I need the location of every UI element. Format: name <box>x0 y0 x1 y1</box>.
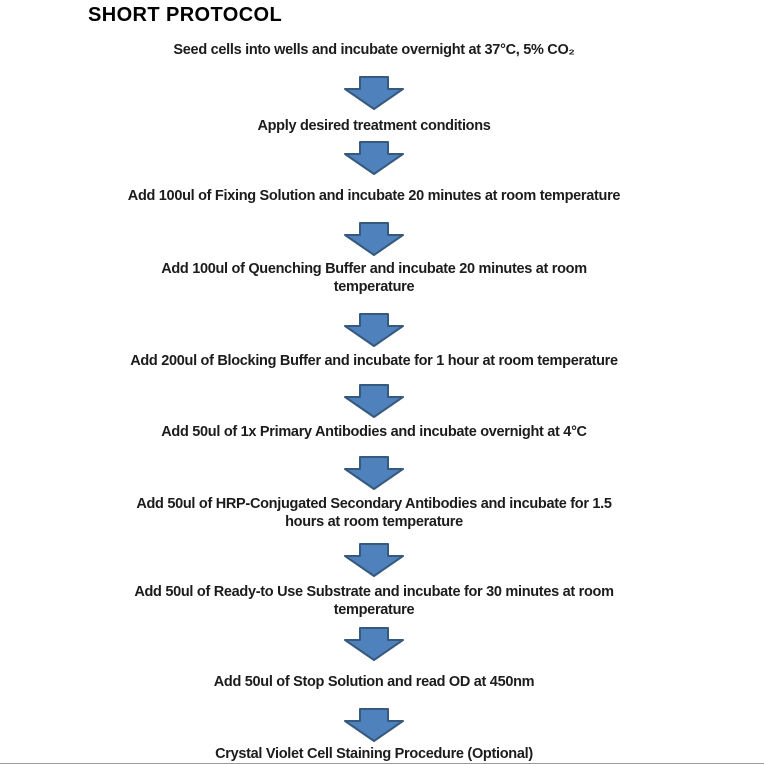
step-text: Add 50ul of HRP-Conjugated Secondary Antibodies and incubate for 1.5 <box>136 496 612 512</box>
down-arrow-icon <box>343 222 405 256</box>
step-text: Add 100ul of Quenching Buffer and incubate 20 minutes at room <box>161 261 587 277</box>
down-arrow-icon <box>343 76 405 110</box>
down-arrow-icon <box>343 313 405 347</box>
down-arrow-icon <box>343 141 405 175</box>
protocol-step-4 <box>161 260 587 296</box>
protocol-step-1 <box>173 41 574 59</box>
down-arrow-icon <box>343 384 405 418</box>
step-text: Add 50ul of Ready-to Use Substrate and incubate for 30 minutes at room <box>134 584 614 600</box>
down-arrow-icon <box>343 708 405 742</box>
step-text: Apply desired treatment conditions <box>257 118 491 134</box>
protocol-step-9 <box>214 673 535 691</box>
step-text: temperature <box>333 602 415 618</box>
down-arrow-icon <box>343 543 405 577</box>
step-text: temperature <box>333 279 415 295</box>
step-text: Add 100ul of Fixing Solution and incubate 20 minutes at room temperature <box>127 188 621 204</box>
page-title: SHORT PROTOCOL <box>88 4 283 26</box>
down-arrow-icon <box>343 627 405 661</box>
down-arrow-icon <box>343 456 405 490</box>
step-text: Seed cells into wells and incubate overnight at 37°C, 5% CO₂ <box>173 42 575 58</box>
step-text: Add 50ul of 1x Primary Antibodies and incubate overnight at 4°C <box>161 424 587 440</box>
step-text: Add 200ul of Blocking Buffer and incubate for 1 hour at room temperature <box>130 353 618 369</box>
protocol-step-2 <box>257 117 490 135</box>
protocol-step-10 <box>215 745 533 763</box>
protocol-step-6 <box>161 423 586 441</box>
protocol-step-8 <box>134 583 613 619</box>
protocol-flowchart <box>0 26 748 763</box>
step-text: hours at room temperature <box>285 514 463 530</box>
step-text: Crystal Violet Cell Staining Procedure (Optional) <box>215 746 533 762</box>
step-text: Add 50ul of Stop Solution and read OD at 450nm <box>213 674 535 690</box>
protocol-step-5 <box>130 352 618 370</box>
protocol-step-7 <box>136 495 611 531</box>
protocol-step-3 <box>128 187 620 205</box>
